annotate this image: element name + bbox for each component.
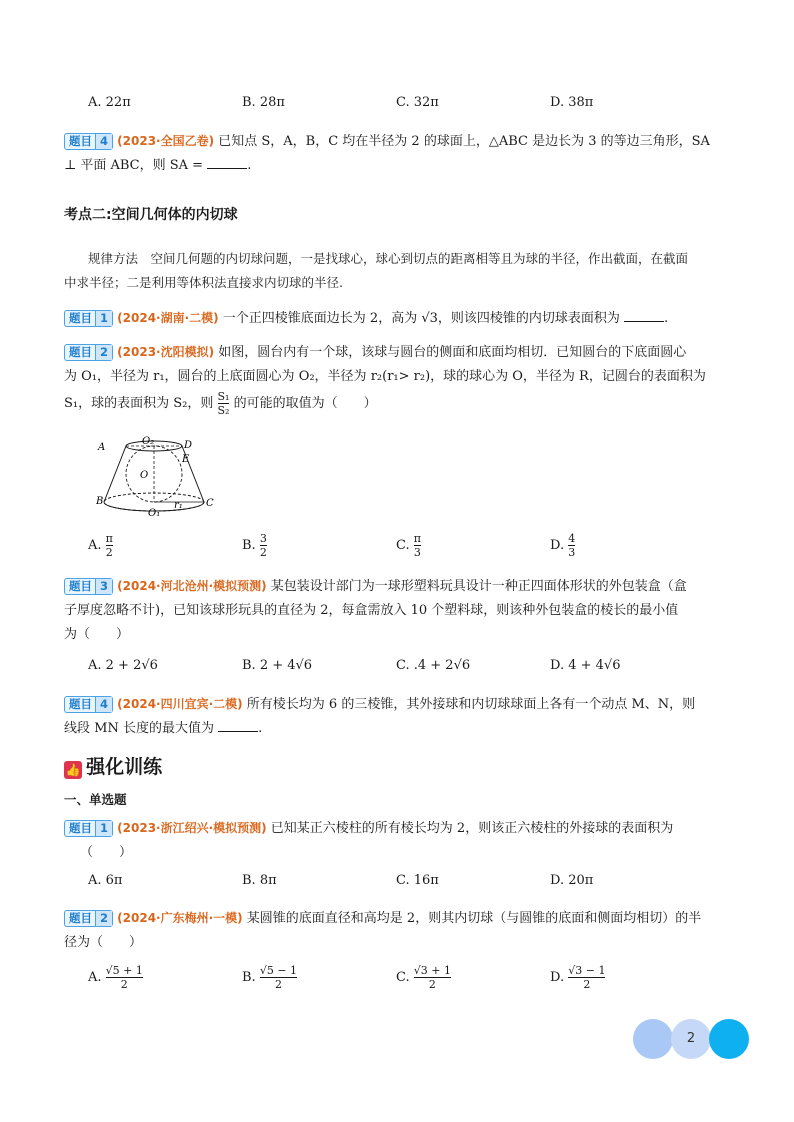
option-b: B. $\frac{3}{2}$ (242, 532, 267, 559)
figure-label-c: C (206, 498, 214, 509)
question-text: 所有棱长均为 6 的三棱锥，其外接球和内切球球面上各有一个动点 M、N，则 (246, 697, 696, 712)
question-text: 线段 MN 长度的最大值为 (64, 721, 214, 736)
question-text: 为 O₁，半径为 r₁，圆台的上底面圆心为 O₂，半径为 r₂(r₁> r₂)，球的球心为 O，半径为 R，记圆台的表面积为 (64, 369, 706, 384)
option-c: C. 16π (396, 873, 439, 888)
question-text: 为（ ） (64, 627, 130, 642)
fraction: $\frac{\text{S₁}}{\text{S₂}}$ (217, 390, 230, 417)
subsection-title: 一、单选题 (64, 792, 127, 807)
question-source: (2023·沈阳模拟) (117, 345, 215, 359)
option-c: C. 32π (396, 95, 439, 110)
question-1: 题目 1 (2024·湖南·二模) 一个正四棱锥底面边长为 2，高为 √3，则该四棱锥的内切球表面积为 . (64, 306, 724, 331)
option-a: A. $\frac{√5 + 1}{2}$ (88, 964, 143, 991)
option-d: D. $\frac{√3 - 1}{2}$ (550, 964, 606, 991)
question-text: 径为（ ） (64, 935, 143, 950)
figure-label-d: D (184, 440, 193, 451)
question-source: (2024·河北沧州·模拟预测) (117, 579, 267, 593)
option-a: A. 6π (88, 873, 123, 888)
option-c: C. $\frac{√3 + 1}{2}$ (396, 964, 451, 991)
option-a: A. 2 + 2√6 (88, 658, 158, 673)
option-a: A. 22π (88, 95, 131, 110)
page-number: 2 (671, 1019, 711, 1059)
options-row-q3 (88, 658, 688, 680)
question-text: 一个正四棱锥底面边长为 2，高为 √3，则该四棱锥的内切球表面积为 (222, 311, 620, 326)
option-b: B. 28π (242, 95, 285, 110)
figure-label-r1: r₁ (174, 500, 183, 511)
training-header (64, 752, 162, 779)
question-badge: 题目 1 (64, 820, 113, 837)
option-c: C. $\frac{\pi}{3}$ (396, 532, 421, 559)
question-text: 已知某正六棱柱的所有棱长均为 2，则该正六棱柱的外接球的表面积为 (270, 821, 674, 836)
question-text: 如图，圆台内有一个球，该球与圆台的侧面和底面均相切．已知圆台的下底面圆心 (218, 345, 687, 360)
answer-blank[interactable] (207, 156, 247, 169)
figure-label-e: E (182, 454, 190, 465)
option-b: B. 2 + 4√6 (242, 658, 313, 673)
option-b: B. $\frac{√5 - 1}{2}$ (242, 964, 298, 991)
figure-label-o2: O₂ (142, 436, 155, 447)
option-d: D. 20π (550, 873, 594, 888)
page-circle-right (709, 1019, 749, 1059)
training-question-1 (64, 816, 724, 865)
question-source: (2024·广东梅州·一模) (117, 911, 243, 925)
question-source: (2023·浙江绍兴·模拟预测) (117, 821, 267, 835)
options-row-q2 (88, 532, 688, 562)
question-source: (2024·湖南·二模) (117, 311, 219, 325)
figure-label-b: B (96, 496, 104, 507)
page-circle-left (633, 1019, 673, 1059)
question-badge: 题目 3 (64, 578, 113, 595)
section-title: 考点二:空间几何体的内切球 (64, 207, 238, 223)
option-d: D. $\frac{4}{3}$ (550, 532, 576, 559)
answer-blank[interactable] (218, 719, 258, 732)
question-badge: 题目 2 (64, 910, 113, 927)
question-4: 题目 4 (2024·四川宜宾·二模) 所有棱长均为 6 的三棱锥，其外接球和内切球球面上各有一个动点 M、N，则 线段 MN 长度的最大值为 . (64, 697, 696, 736)
training-question-2 (64, 906, 724, 955)
question-text: ⊥ 平面 ABC，则 SA = (64, 158, 204, 173)
question-text: （ ） (80, 845, 133, 860)
question-source: (2024·四川宜宾·二模) (117, 697, 243, 711)
answer-blank[interactable] (624, 309, 664, 322)
figure-label-a: A (98, 442, 106, 453)
question-text: 某圆锥的底面直径和高均是 2，则其内切球（与圆锥的底面和侧面均相切）的半 (246, 911, 702, 926)
options-row-top (88, 95, 688, 117)
options-row-t1 (88, 873, 688, 895)
question-text: 已知点 S，A，B，C 均在半径为 2 的球面上，△ABC 是边长为 3 的等边三角形，SA (218, 134, 710, 149)
question-badge: 题目 1 (64, 310, 113, 327)
training-title: 强化训练 (86, 756, 163, 778)
question-3 (64, 574, 724, 647)
option-a: A. $\frac{\pi}{2}$ (88, 532, 113, 559)
thumbs-up-icon: 👍 (65, 762, 81, 777)
option-d: D. 4 + 4√6 (550, 658, 621, 673)
question-badge: 题目 4 (64, 133, 113, 150)
question-badge: 题目 4 (64, 696, 113, 713)
option-d: D. 38π (550, 95, 594, 110)
question-text: 子厚度忽略不计)，已知该球形玩具的直径为 2，每盒需放入 10 个塑料球，则该种外包装盒的棱长的最小值 (64, 603, 679, 618)
option-c: C. .4 + 2√6 (396, 658, 471, 673)
question-badge: 题目 2 (64, 344, 113, 361)
option-b: B. 8π (242, 873, 277, 888)
page-number-badge (633, 1019, 753, 1059)
figure-label-o: O (140, 470, 149, 481)
options-row-t2 (88, 964, 688, 996)
frustum-figure (96, 436, 216, 520)
question-2: 题目 2 (2023·沈阳模拟) 如图，圆台内有一个球，该球与圆台的侧面和底面均相切．已知圆台的下底面圆心 为 O₁，半径为 r₁，圆台的上底面圆心为 O₂，半径为 r₂(r₁> r₂)，球的球心为 O，半径为 R，记圆台的表面积为 S₁，球的表面积为 S₂，则 $\frac{\text{S₁}}{\text{S₂}}$ 的可能的取值为（ ） (64, 340, 724, 419)
rule-line-2: 中求半径；二是利用等体积法直接求内切球的半径. (64, 275, 343, 290)
question-text: 某包装设计部门为一球形塑料玩具设计一种正四面体形状的外包装盒（盒 (270, 579, 687, 594)
rule-line-1: 规律方法 空间几何题的内切球问题，一是找球心，球心到切点的距离相等且为球的半径，作出截面，在截面 (88, 251, 689, 266)
figure-label-o1: O₁ (148, 508, 161, 519)
question-prev-4: 题目 4 (2023·全国乙卷) 已知点 S，A，B，C 均在半径为 2 的球面上，△ABC 是边长为 3 的等边三角形，SA ⊥ 平面 ABC，则 SA = . (64, 134, 710, 173)
question-source: (2023·全国乙卷) (117, 134, 215, 148)
